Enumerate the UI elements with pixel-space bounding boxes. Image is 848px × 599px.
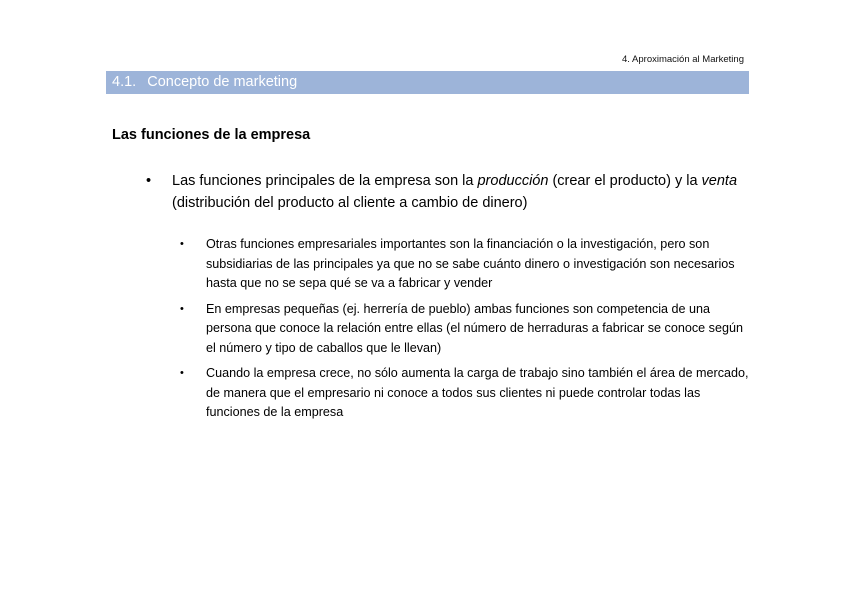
list-item — [180, 364, 750, 423]
sub-bullet-list — [180, 235, 750, 429]
bullet-icon: • — [180, 238, 184, 250]
section-number: 4.1. — [112, 74, 137, 90]
sub-bullet-text: Cuando la empresa crece, no sólo aumenta la carga de trabajo sino también el área de mercado, de manera que el empresario ni conoce a todos sus clientes ni puede controlar todas las funciones de la empresa — [206, 366, 749, 419]
sub-bullet-text: En empresas pequeñas (ej. herrería de pueblo) ambas funciones son competencia de una persona que conoce la relación entre ellas (el número de herraduras a fabricar se conoce según el número y tipo de caballos que le llevan) — [206, 301, 743, 355]
main-bullet-part2: (crear el producto) y la — [548, 173, 702, 189]
section-title-bar — [106, 71, 749, 94]
page-heading: Las funciones de la empresa — [112, 127, 311, 143]
main-bullet-item — [146, 170, 746, 214]
emphasis-venta: venta — [701, 173, 738, 189]
main-bullet-text — [172, 170, 746, 214]
main-bullet-part1: Las funciones principales de la empresa son la — [172, 173, 478, 189]
list-item — [180, 300, 750, 359]
emphasis-produccion: producción — [477, 173, 549, 189]
sub-bullet-text: Otras funciones empresariales importantes son la financiación o la investigación, pero son subsidiarias de las principales ya que no se sabe cuánto dinero o investigación son necesarios hasta que no se sepa qué se va a fabricar y vender — [206, 237, 735, 290]
bullet-icon: • — [180, 302, 184, 315]
section-title: Concepto de marketing — [147, 74, 298, 90]
main-bullet-part3: (distribución del producto al cliente a cambio de dinero) — [172, 195, 528, 211]
bullet-icon: • — [180, 367, 184, 379]
chapter-label: 4. Aproximación al Marketing — [622, 54, 744, 65]
bullet-icon: • — [146, 173, 152, 189]
list-item — [180, 235, 750, 294]
